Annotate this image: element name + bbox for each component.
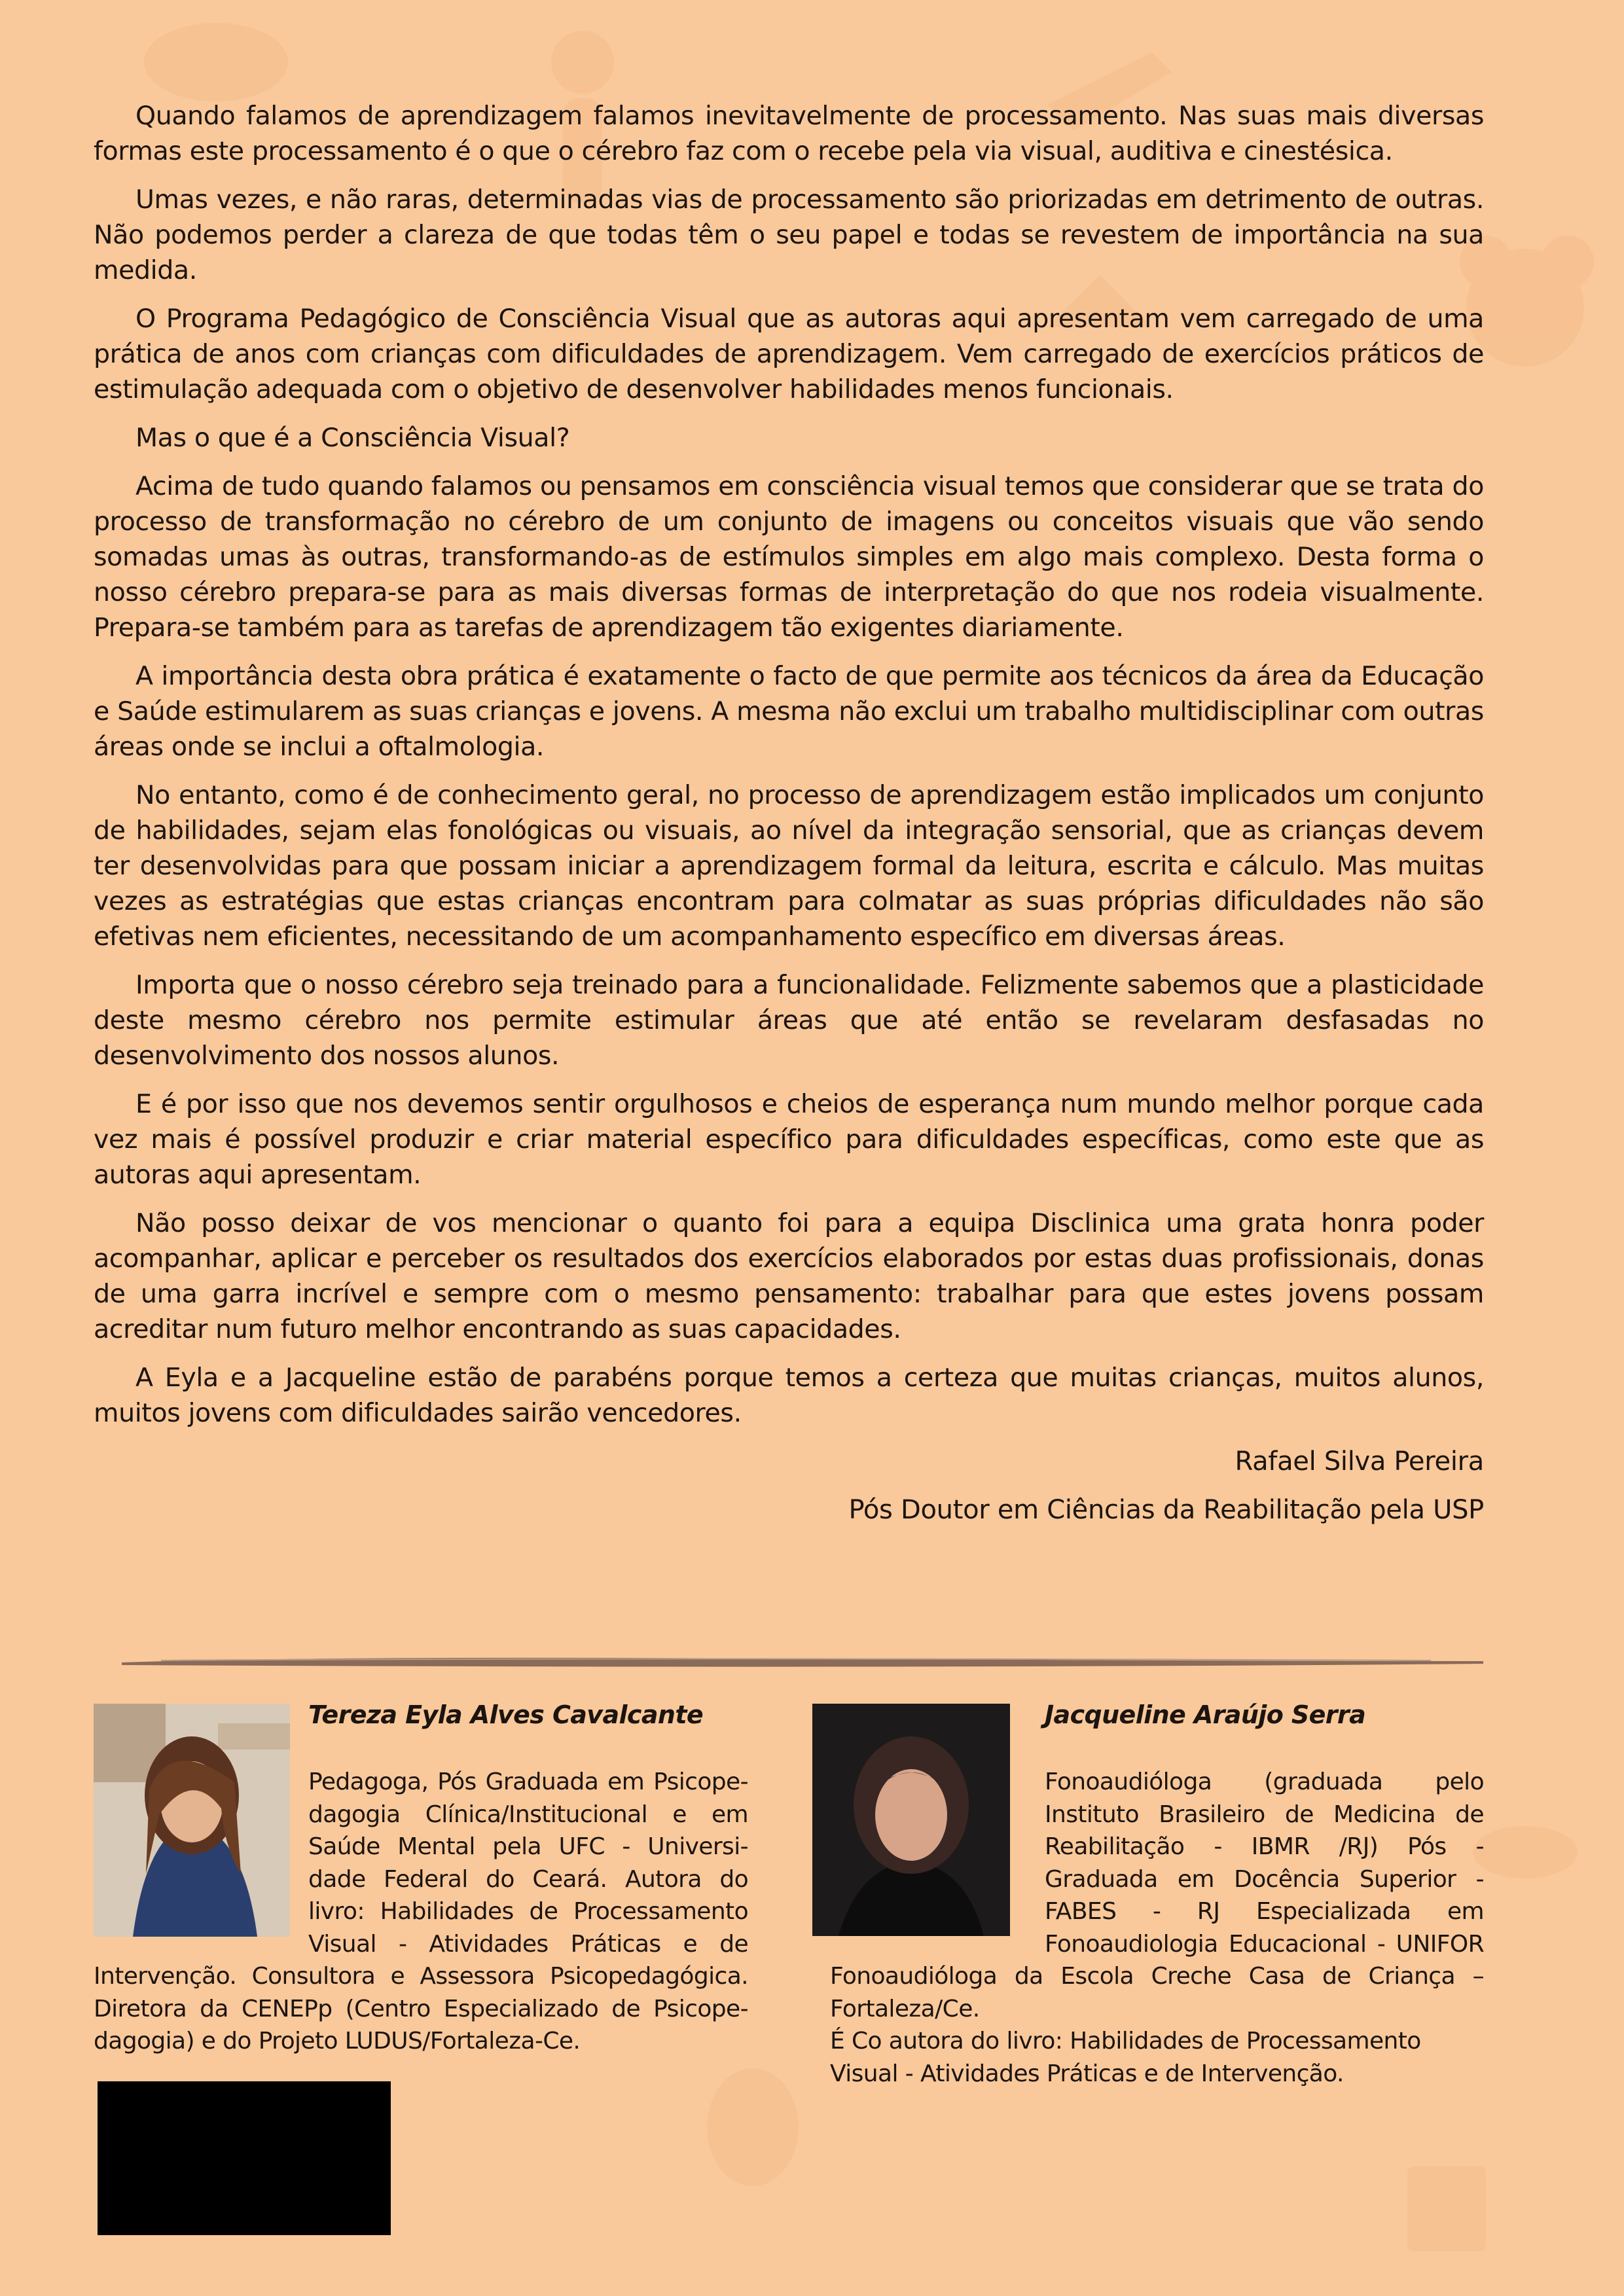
paragraph: A Eyla e a Jacqueline estão de parabéns porque temos a certeza que muitas crianças, muitos alunos, muitos jovens com dificuldades sairão vencedores. (94, 1363, 1484, 1428)
photo-spacer (94, 1699, 308, 1951)
paragraph: Não posso deixar de vos mencionar o quanto foi para a equipa Disclinica uma grata honra poder acompanhar, aplicar e perceber os resultados dos exercícios elaborados por estas duas profissionais, donas de uma garra incrível e sempre com o mesmo pensamento: trabalhar para que estes jovens possam acreditar num futuro melhor encontrando as suas capacidades. (94, 1208, 1484, 1344)
paragraph: Importa que o nosso cérebro seja treinado para a funcionalidade. Felizmente sabemos que a plasticidade deste mesmo cérebro nos permite estimular áreas que até então se revelaram desfasadas no desenvolvimento dos nossos alunos. (94, 970, 1484, 1071)
author-bio-text: Fonoaudióloga (graduada pelo Instituto Brasileiro de Medicina de Reabilitação - IBMR /RJ) Pós - Graduada em Docência Superior - FABES - RJ Especializada em Fonoaudiologia Educacional - UNIFOR Fonoaudióloga da Escola Creche Casa de Criança – Fortaleza/Ce. (830, 1768, 1484, 2022)
main-text (94, 98, 1484, 1541)
paragraph: Quando falamos de aprendizagem falamos inevitavelmente de processamento. Nas suas mais diversas formas este processamento é o que o cérebro faz com o recebe pela via visual, auditiva e cinestésica. (94, 101, 1484, 166)
author-name: Jacqueline Araújo Serra (1045, 1700, 1366, 1729)
paragraph: Mas o que é a Consciência Visual? (135, 423, 570, 453)
paragraph: O Programa Pedagógico de Consciência Visual que as autoras aqui apresentam vem carregado de uma prática de anos com crianças com dificuldades de aprendizagem. Vem carregado de exercícios práticos de estimulação adequada com o objetivo de desenvolver habilidades menos funcionais. (94, 304, 1484, 404)
author-bio-text: Pedagoga, Pós Graduada em Psicope-dagogia Clínica/Institucional e em Saúde Mental pela UFC - Universi-dade Federal do Ceará. Autora do livro: Habilidades de Processamento Visual - Atividades Práticas e de Intervenção. Consultora e Assessora Psicopedagógica. Diretora da CENEPp (Centro Especializado de Psicope-dagogia) e do Projeto LUDUS/Fortaleza-Ce. (94, 1768, 748, 2054)
brush-divider (122, 1655, 1483, 1669)
paragraph: Umas vezes, e não raras, determinadas vias de processamento são priorizadas em detrimento de outras. Não podemos perder a clareza de que todas têm o seu papel e todas se revestem de importância na sua medida. (94, 185, 1484, 285)
paragraph: Acima de tudo quando falamos ou pensamos em consciência visual temos que considerar que se trata do processo de transformação no cérebro de um conjunto de imagens ou conceitos visuais que vão sendo somadas umas às outras, transformando-as de estímulos simples em algo mais complexo. Desta forma o nosso cérebro prepara-se para as mais diversas formas de interpretação do que nos rodeia visualmente. Prepara-se também para as tarefas de aprendizagem tão exigentes diariamente. (94, 471, 1484, 643)
author-bio-jacqueline (830, 1699, 1484, 2090)
author-name: Tereza Eyla Alves Cavalcante (308, 1700, 704, 1729)
signature-title: Pós Doutor em Ciências da Reabilitação pela USP (848, 1495, 1484, 1525)
author-bio-text-2: É Co autora do livro: Habilidades de Processamento Visual - Atividades Práticas e de Intervenção. (830, 2028, 1421, 2087)
paragraph: A importância desta obra prática é exatamente o facto de que permite aos técnicos da área da Educação e Saúde estimularem as suas crianças e jovens. A mesma não exclui um trabalho multidisciplinar com outras áreas onde se inclui a oftalmologia. (94, 661, 1484, 762)
photo-spacer (830, 1699, 1045, 1951)
paragraph: No entanto, como é de conhecimento geral, no processo de aprendizagem estão implicados um conjunto de habilidades, sejam elas fonológicas ou visuais, ao nível da integração sensorial, que as crianças devem ter desenvolvidas para que possam iniciar a aprendizagem formal da leitura, escrita e cálculo. Mas muitas vezes as estratégias que estas crianças encontram para colmatar as suas próprias dificuldades não são efetivas nem eficientes, necessitando de um acompanhamento específico em diversas áreas. (94, 780, 1484, 952)
signature-name: Rafael Silva Pereira (1235, 1446, 1484, 1477)
paragraph: E é por isso que nos devemos sentir orgulhosos e cheios de esperança num mundo melhor porque cada vez mais é possível produzir e criar material específico para dificuldades específicas, como este que as autoras aqui apresentam. (94, 1089, 1484, 1190)
redacted-block (98, 2081, 391, 2235)
author-bio-tereza (94, 1699, 748, 2058)
